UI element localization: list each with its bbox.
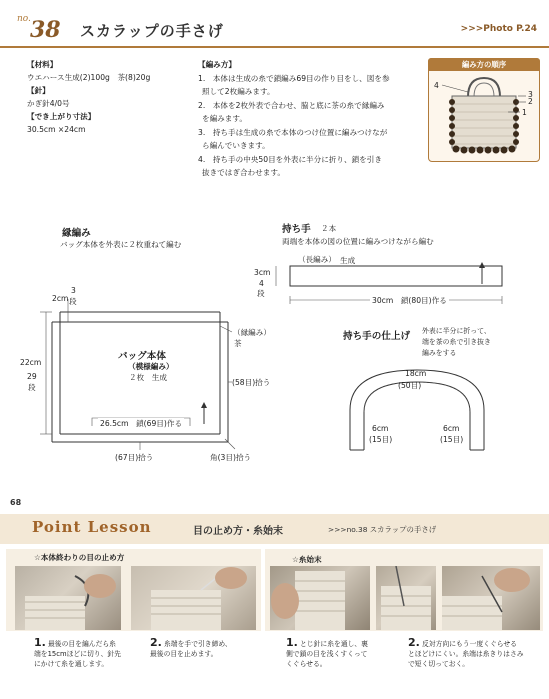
lesson-title: Point Lesson [32, 518, 152, 536]
needle-text: かぎ針4/0号 [27, 99, 70, 108]
method-heading: 【編み方】 [198, 60, 236, 69]
photo-reference[interactable]: >>>Photo P.24 [460, 24, 537, 34]
order-label-3: 3 [528, 90, 533, 99]
needle-heading: 【針】 [27, 86, 50, 95]
body-height-rows-unit: 段 [28, 383, 36, 392]
handle-rows-unit: 段 [257, 289, 265, 298]
lesson-section-1: ☆本体終わりの目の止め方 [34, 553, 125, 562]
step-line: 3. 持ち手は生成の糸で本体のつけ位置に編みつけなが [198, 127, 388, 137]
caption-line: 最後の目を編んだら糸 [48, 640, 116, 648]
materials-text: ウエハース生成(2)100g 茶(8)20g [27, 73, 151, 82]
handle-height: 3cm [254, 268, 271, 277]
caption-line: くぐらせる。 [286, 660, 327, 668]
caption-line: 糸端を手で引き締め、 [164, 640, 232, 648]
finish-note-2: 端を茶の糸で引き抜き [422, 338, 491, 346]
step-line: 1. 本体は生成の糸で鎖編み69目の作り目をし、図を参 [198, 73, 390, 83]
finish-arc-st: (50目) [398, 381, 422, 390]
edge-note: バッグ本体を外表に２枚重ねて編む [60, 240, 182, 249]
lesson-photo-1 [15, 566, 121, 630]
handle-stitch-color: 生成 [340, 256, 356, 265]
caption-line: で短く切っておく。 [408, 660, 470, 668]
body-edge-color: 茶 [234, 339, 242, 348]
caption-line: 端を15cmほどに切り、針先 [34, 650, 121, 658]
lesson-photo-5 [442, 566, 540, 630]
order-title: 編み方の順序 [428, 58, 540, 71]
step-line: 4. 持ち手の中央50目を外表に半分に折り、鎖を引き [198, 154, 382, 164]
caption-number: 2. [150, 636, 162, 649]
caption-number: 1. [34, 636, 46, 649]
body-height-cm: 22cm [20, 358, 42, 367]
finish-title: 持ち手の仕上げ [343, 331, 411, 342]
step-line: ら編んでいきます。 [202, 141, 270, 150]
body-bottom-pick: (67目)拾う [115, 453, 154, 462]
handle-title: 持ち手 [282, 224, 311, 235]
size-heading: 【でき上がり寸法】 [27, 112, 96, 121]
body-count: ２枚 生成 [129, 373, 167, 382]
lesson-caption-4 [408, 638, 546, 669]
lesson-subtitle: 目の止め方・糸始末 [193, 526, 283, 537]
finish-arc-cm: 18cm [405, 369, 427, 378]
handle-width: 30cm 鎖(80目)作る [372, 296, 447, 305]
body-side-pick: (58目)拾う [232, 378, 271, 387]
lesson-photo-4 [376, 566, 436, 630]
lesson-reference[interactable]: >>>no.38 スカラップの手さげ [328, 525, 437, 534]
caption-line: とほどけにくい。糸端は糸きりはさみ [408, 650, 524, 658]
handle-count: ２本 [321, 224, 337, 233]
caption-line: とじ針に糸を通し、裏 [300, 640, 368, 648]
order-label-1: 1 [522, 108, 527, 117]
page-number: 68 [10, 498, 22, 507]
finish-left-st: (15目) [369, 435, 393, 444]
lesson-photo-2 [131, 566, 256, 630]
header-divider [0, 46, 549, 48]
lesson-photo-3 [270, 566, 370, 630]
pattern-number: 38 [30, 17, 61, 43]
step-line: を編みます。 [202, 114, 247, 123]
handle-finish-diagram [330, 350, 505, 460]
number-prefix: no. [17, 14, 31, 24]
edge-title: 縁編み [62, 228, 91, 239]
body-height-rows: 29 [27, 372, 37, 381]
caption-line: 反対方向にもう一度くぐらせる [422, 640, 517, 648]
caption-line: 側で鎖の目を浅くすくって [286, 650, 368, 658]
finish-right-st: (15目) [440, 435, 464, 444]
order-label-4: 4 [434, 81, 439, 90]
finish-left-cm: 6cm [372, 424, 389, 433]
caption-line: 最後の目を止めます。 [150, 650, 218, 658]
body-base: 26.5cm 鎖(69目)作る [100, 419, 183, 428]
body-corner-pick: 角(3目)拾う [210, 453, 252, 462]
size-text: 30.5cm ×24cm [27, 125, 86, 134]
lesson-caption-3 [286, 638, 396, 669]
body-title: バッグ本体 [118, 351, 166, 362]
body-top-cm: 2cm [52, 294, 69, 303]
caption-number: 1. [286, 636, 298, 649]
caption-line: にかけて糸を通します。 [34, 660, 109, 668]
page-title: スカラップの手さげ [80, 22, 224, 40]
lesson-caption-1 [34, 638, 130, 669]
step-line: 抜きではぎ合わせます。 [202, 168, 285, 177]
step-line: 照して2枚編みます。 [202, 87, 275, 96]
caption-number: 2. [408, 636, 420, 649]
lesson-section-2: ☆糸始末 [292, 555, 322, 564]
finish-note-3: 編みをする [422, 349, 457, 357]
body-top-rows: 3 [71, 286, 76, 295]
finish-note-1: 外表に半分に折って、 [422, 327, 491, 335]
order-label-2: 2 [528, 97, 533, 106]
method-block [198, 58, 423, 180]
finish-right-cm: 6cm [443, 424, 460, 433]
materials-block [27, 58, 150, 136]
body-edge-label: （縁編み） [233, 328, 271, 337]
body-top-rows-unit: 段 [69, 297, 77, 306]
handle-rows: 4 [259, 279, 264, 288]
step-line: 2. 本体を2枚外表で合わせ、脇と底に茶の糸で縁編み [198, 100, 385, 110]
body-sub: （模様編み） [128, 362, 174, 371]
lesson-caption-2 [150, 638, 260, 659]
materials-heading: 【材料】 [27, 60, 58, 69]
handle-note: 両端を本体の図の位置に編みつけながら編む [282, 237, 434, 246]
handle-stitch: （長編み） [298, 255, 336, 264]
